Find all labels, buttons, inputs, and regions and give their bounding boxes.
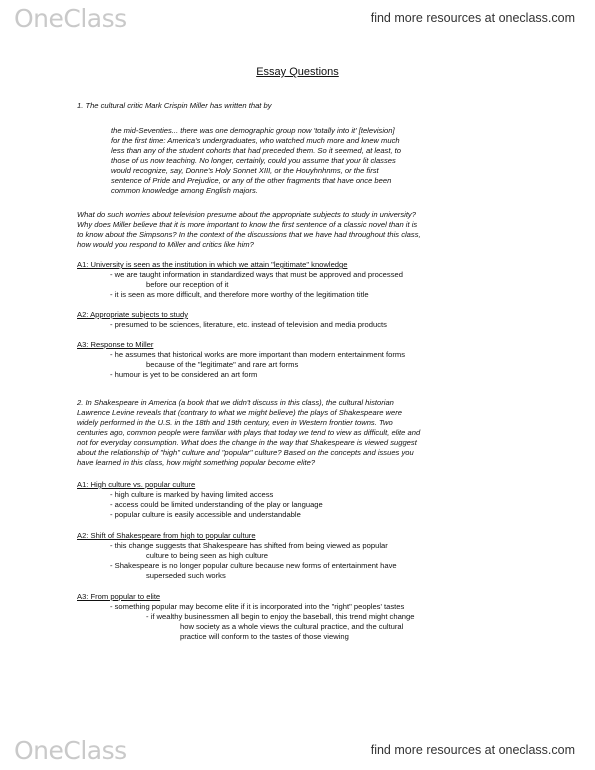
document-page bbox=[0, 40, 595, 730]
quote-line: for the first time: America's undergraduates, who watched much more and knew much bbox=[111, 136, 400, 145]
answer-item: - presumed to be sciences, literature, etc. instead of television and media products bbox=[110, 320, 387, 329]
quote-line: would recognize, say, Donne's Holy Sonnet XIII, or the Houyhnhnms, or the first bbox=[111, 166, 379, 175]
find-more-resources-link[interactable]: find more resources at oneclass.com bbox=[370, 743, 575, 757]
quote-line: less than any of the student cohorts that had preceded them. So it seemed, at least, to bbox=[111, 146, 402, 155]
question-1-line: Why does Miller believe that it is more important to know the first sentence of a classic novel than it is bbox=[77, 220, 418, 229]
q1-answer-1-heading: A1: University is seen as the institution in which we attain "legitimate" knowledge bbox=[77, 260, 348, 269]
question-2-line: Lawrence Levine reveals that (contrary to what we might believe) the plays of Shakespeare were bbox=[77, 408, 403, 417]
answer-item: superseded such works bbox=[146, 571, 226, 580]
question-2-line: about the relationship of "high" culture and "popular" culture? Based on the concepts and issues you bbox=[77, 448, 414, 457]
oneclass-logo[interactable]: OneClass bbox=[14, 736, 127, 765]
question-2-line: centuries ago, common people were familiar with plays that today we tend to view as difficult, elite and bbox=[77, 428, 421, 437]
answer-item: because of the "legitimate" and rare art forms bbox=[146, 360, 299, 369]
q2-answer-2-heading: A2: Shift of Shakespeare from high to popular culture bbox=[77, 531, 256, 540]
answer-item: - Shakespeare is no longer popular culture because new forms of entertainment have bbox=[110, 561, 397, 570]
answer-item: - high culture is marked by having limited access bbox=[110, 490, 274, 499]
answer-item: - we are taught information in standardized ways that must be approved and processed bbox=[110, 270, 403, 279]
question-1-intro: 1. The cultural critic Mark Crispin Miller has written that by bbox=[77, 101, 272, 110]
answer-item: - he assumes that historical works are more important than modern entertainment forms bbox=[110, 350, 406, 359]
quote-line: the mid-Seventies... there was one demographic group now 'totally into it' [television] bbox=[111, 126, 395, 135]
question-2-line: widely performed in the U.S. in the 18th and 19th century, even in Western frontier towns. Two bbox=[77, 418, 393, 427]
answer-item: - it is seen as more difficult, and therefore more worthy of the legitimation title bbox=[110, 290, 369, 299]
answer-item: - this change suggests that Shakespeare has shifted from being viewed as popular bbox=[110, 541, 388, 550]
question-2-line: 2. In Shakespeare in America (a book that we didn't discuss in this class), the cultural historian bbox=[77, 398, 394, 407]
question-2-line: not for everyday consumption. What does the change in the way that Shakespeare is viewed suggest bbox=[77, 438, 417, 447]
answer-item: practice will conform to the tastes of those viewing bbox=[180, 632, 349, 641]
quote-line: common knowledge among English majors. bbox=[111, 186, 258, 195]
q2-answer-1-heading: A1: High culture vs. popular culture bbox=[77, 480, 196, 489]
answer-item: culture to being seen as high culture bbox=[146, 551, 269, 560]
page-title: Essay Questions bbox=[256, 66, 339, 78]
find-more-resources-link[interactable]: find more resources at oneclass.com bbox=[370, 11, 575, 25]
answer-item: how society as a whole views the cultural practice, and the cultural bbox=[180, 622, 404, 631]
question-1-line: how would you respond to Miller and critics like him? bbox=[77, 240, 254, 249]
quote-line: those of us now teaching. No longer, certainly, could you assume that your lit classes bbox=[111, 156, 396, 165]
answer-item: - something popular may become elite if it is incorporated into the "right" peoples' tastes bbox=[110, 602, 405, 611]
page-footer bbox=[0, 730, 595, 770]
answer-item: - if wealthy businessmen all begin to enjoy the baseball, this trend might change bbox=[146, 612, 415, 621]
oneclass-logo[interactable]: OneClass bbox=[14, 4, 127, 33]
answer-item: - humour is yet to be considered an art form bbox=[110, 370, 258, 379]
answer-item: - popular culture is easily accessible and understandable bbox=[110, 510, 301, 519]
question-2-line: have learned in this class, how might something popular become elite? bbox=[77, 458, 316, 467]
answer-item: before our reception of it bbox=[146, 280, 229, 289]
q1-answer-2-heading: A2: Appropriate subjects to study bbox=[77, 310, 189, 319]
quote-line: sentence of Pride and Prejudice, or any of the other fragments that have once been bbox=[111, 176, 392, 185]
question-1-line: What do such worries about television presume about the appropriate subjects to study in university? bbox=[77, 210, 416, 219]
q2-answer-3-heading: A3: From popular to elite bbox=[77, 592, 161, 601]
question-1-line: to know about the Simpsons? In the context of the discussions that we have had throughout this class, bbox=[77, 230, 421, 239]
q1-answer-3-heading: A3: Response to Miller bbox=[77, 340, 154, 349]
answer-item: - access could be limited understanding of the play or language bbox=[110, 500, 323, 509]
page-header bbox=[0, 0, 595, 40]
